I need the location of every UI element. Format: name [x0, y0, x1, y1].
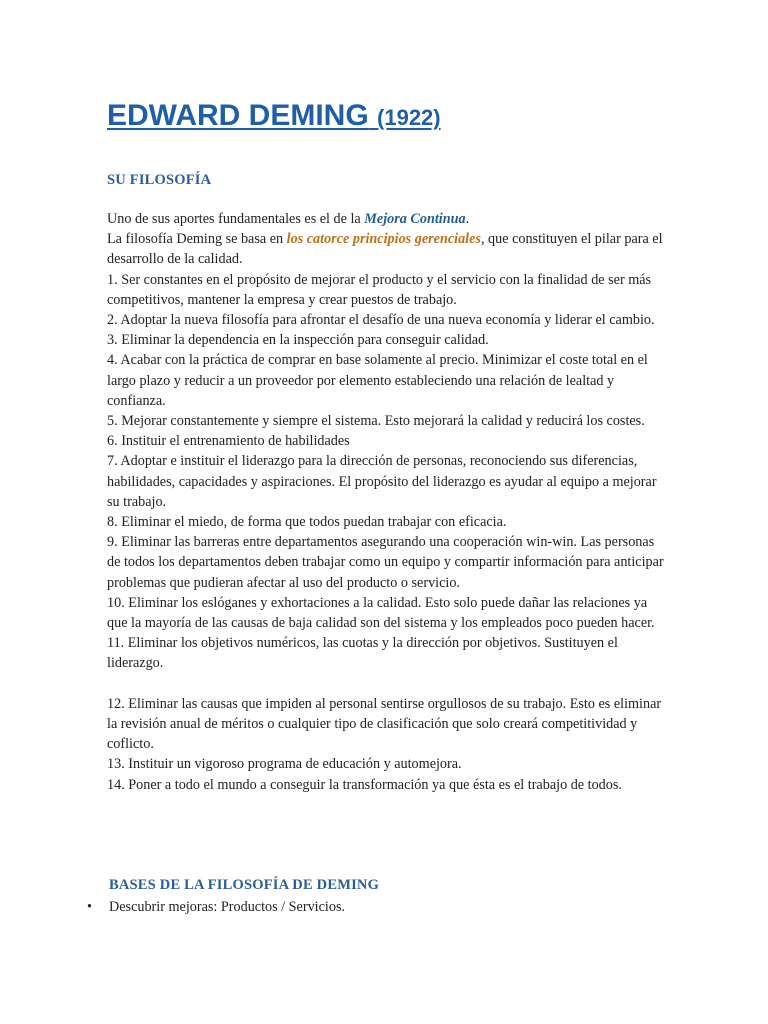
principle-item: 2. Adoptar la nueva filosofía para afrontar el desafío de una nueva economía y liderar el cambio.	[107, 312, 655, 329]
body-text	[107, 209, 667, 795]
list-item	[87, 897, 345, 917]
principle-item: 7. Adoptar e instituir el liderazgo para la dirección de personas, reconociendo sus diferencias, habilidades, capacidades y aspiraciones. El propósito del liderazgo es ayudar al equipo a mejorar su trabajo.	[107, 453, 657, 510]
section-heading-filosofia: SU FILOSOFÍA	[107, 172, 212, 188]
principle-item: 12. Eliminar las causas que impiden al personal sentirse orgullosos de su trabajo. Esto es eliminar la revisión anual de méritos o cualquier tipo de clasificación que solo creará competitividad y coflicto.	[107, 695, 662, 753]
principle-item: 4. Acabar con la práctica de comprar en base solamente al precio. Minimizar el coste total en el largo plazo y reducir a un proveedor por elemento estableciendo una relación de lealtad y confianza.	[107, 352, 648, 409]
intro-text-end: .	[465, 211, 470, 227]
intro-text: La filosofía Deming se basa en	[107, 231, 287, 248]
principle-item: 14. Poner a todo el mundo a conseguir la transformación ya que ésta es el trabajo de todos.	[107, 776, 622, 793]
title-year: (1922)	[377, 105, 441, 130]
section-heading-bases: BASES DE LA FILOSOFÍA DE DEMING	[109, 877, 380, 893]
intro-line-1	[107, 209, 667, 229]
principle-item: 5. Mejorar constantemente y siempre el sistema. Esto mejorará la calidad y reducirá los costes.	[107, 413, 645, 430]
title-name: EDWARD DEMING	[107, 99, 369, 132]
page-title	[107, 96, 441, 138]
principle-item: 1. Ser constantes en el propósito de mejorar el producto y el servicio con la finalidad de ser más competitivos, mantener la empresa y crear puestos de trabajo.	[107, 271, 652, 308]
principle-item: 11. Eliminar los objetivos numéricos, las cuotas y la dirección por objetivos. Sustituyen el liderazgo.	[107, 635, 618, 672]
intro-text-end: , que constituyen el pilar para el desarrollo de la calidad.	[107, 231, 663, 268]
intro-line-2	[107, 229, 667, 269]
principle-item: 8. Eliminar el miedo, de forma que todos puedan trabajar con eficacia.	[107, 514, 507, 531]
principle-item: 6. Instituir el entrenamiento de habilidades	[107, 433, 350, 450]
bullet-text: Descubrir mejoras: Productos / Servicios.	[109, 899, 346, 915]
principle-item: 9. Eliminar las barreras entre departamentos asegurando una cooperación win-win. Las personas de todos los departamentos deben trabajar como un equipo y compartir información para anticipar problemas que pudieran afectar al uso del producto o servicio.	[107, 534, 664, 591]
bullet-marker: •	[87, 899, 92, 915]
mejora-continua-emphasis: Mejora Continua	[364, 211, 466, 227]
principle-item: 3. Eliminar la dependencia en la inspección para conseguir calidad.	[107, 332, 489, 349]
principle-item: 10. Eliminar los eslóganes y exhortaciones a la calidad. Esto solo puede dañar las relaciones ya que la mayoría de las causas de baja calidad son del sistema y los empleados poco pueden hacer.	[107, 594, 655, 632]
blank-line	[107, 674, 667, 694]
catorce-principios-emphasis: los catorce principios gerenciales	[286, 231, 481, 248]
principle-item: 13. Instituir un vigoroso programa de educación y automejora.	[107, 756, 462, 773]
intro-text: Uno de sus aportes fundamentales es el de la	[107, 211, 365, 227]
